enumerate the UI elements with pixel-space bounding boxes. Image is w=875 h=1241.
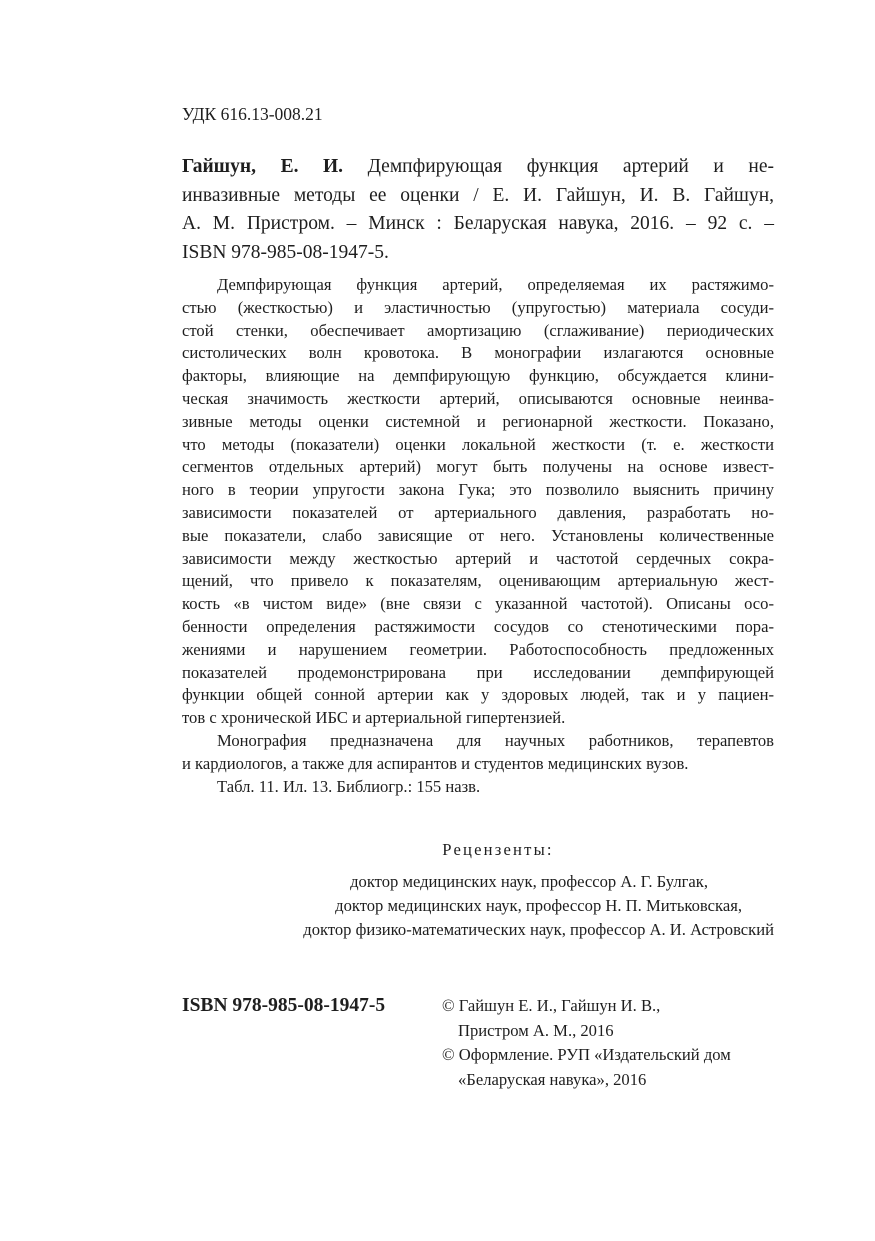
bib-line-3: А. М. Пристром. – Минск : Беларуская навука, 2016. – 92 с. –	[182, 213, 774, 234]
abstract-line: что методы (показатели) оценки локальной жесткости (т. е. жесткости	[182, 434, 774, 454]
copyright-line: «Беларуская навука», 2016	[458, 1069, 647, 1089]
abstract-line: ного в теории упругости закона Гука; это позволило выяснить причину	[182, 480, 774, 500]
abstract-stats: Табл. 11. Ил. 13. Библиогр.: 155 назв.	[217, 776, 481, 796]
abstract-paragraph-1	[182, 274, 774, 730]
abstract-line: показателей продемонстрирована при исследовании демпфирующей	[182, 662, 774, 682]
abstract-line: сегментов отдельных артерий) могут быть получены на основе извест-	[182, 457, 774, 477]
reviewer-line: доктор медицинских наук, профессор А. Г. Булгак,	[350, 872, 708, 891]
abstract-line: кость «в чистом виде» (вне связи с указанной частотой). Описаны осо-	[182, 594, 774, 614]
reviewers-title: Рецензенты:	[442, 840, 554, 859]
abstract-line: функции общей сонной артерии как у здоровых людей, так и у пациен-	[182, 685, 774, 705]
abstract-line: бенности определения растяжимости сосудов со стенотическими пора-	[182, 616, 774, 636]
reviewer-line: доктор медицинских наук, профессор Н. П. Митьковская,	[335, 896, 742, 915]
bibliographic-entry	[182, 153, 774, 267]
copyright-line: Пристром А. М., 2016	[458, 1020, 614, 1040]
abstract	[182, 274, 774, 798]
bib-author: Гайшун, Е. И.	[182, 156, 344, 177]
abstract-line: факторы, влияющие на демпфирующую функцию, обсуждается клини-	[182, 366, 774, 386]
bib-line-4: ISBN 978-985-08-1947-5.	[182, 241, 389, 263]
abstract-line: вые показатели, слабо зависящие от него. Установлены количественные	[182, 525, 774, 545]
abstract-line: ческая значимость жесткости артерий, описываются основные неинва-	[182, 388, 774, 408]
reviewer-line: доктор физико-математических наук, профессор А. И. Астровский	[303, 920, 774, 939]
copyright-line: © Оформление. РУП «Издательский дом	[442, 1045, 731, 1064]
udk-code: УДК 616.13-008.21	[182, 104, 323, 124]
abstract-line: щений, что привело к показателям, оценивающим артериальную жест-	[182, 571, 774, 591]
copyright-line: © Гайшун Е. И., Гайшун И. В.,	[442, 996, 661, 1015]
abstract-line: стью (жесткостью) и эластичностью (упругостью) материала сосуди-	[182, 297, 774, 317]
reviewers-block	[182, 838, 774, 942]
abstract-line: и кардиологов, а также для аспирантов и студентов медицинских вузов.	[182, 753, 689, 773]
abstract-line: зависимости показателей от артериального давления, разработать но-	[182, 502, 774, 522]
bib-title-start: Демпфирующая функция артерий и не-	[367, 156, 775, 177]
copyright-block	[442, 994, 731, 1092]
abstract-line: зивные методы оценки системной и регионарной жесткости. Показано,	[182, 411, 774, 431]
abstract-line: Демпфирующая функция артерий, определяемая их растяжимо-	[217, 275, 774, 294]
abstract-line: стой стенки, обеспечивает амортизацию (сглаживание) периодических	[182, 320, 774, 340]
abstract-line: зависимости между жесткостью артерий и частотой сердечных сокра-	[182, 548, 774, 568]
bib-line-1	[182, 153, 774, 182]
abstract-line: тов с хронической ИБС и артериальной гипертензией.	[182, 708, 566, 728]
abstract-paragraph-2	[182, 730, 774, 776]
abstract-line: систолических волн кровотока. В монографии излагаются основные	[182, 343, 774, 363]
bib-line-2: инвазивные методы ее оценки / Е. И. Гайшун, И. В. Гайшун,	[182, 184, 774, 206]
abstract-line: жениями и нарушением геометрии. Работоспособность предложенных	[182, 639, 774, 659]
abstract-line: Монография предназначена для научных работников, терапевтов	[217, 730, 774, 750]
isbn: ISBN 978-985-08-1947-5	[182, 995, 386, 1016]
